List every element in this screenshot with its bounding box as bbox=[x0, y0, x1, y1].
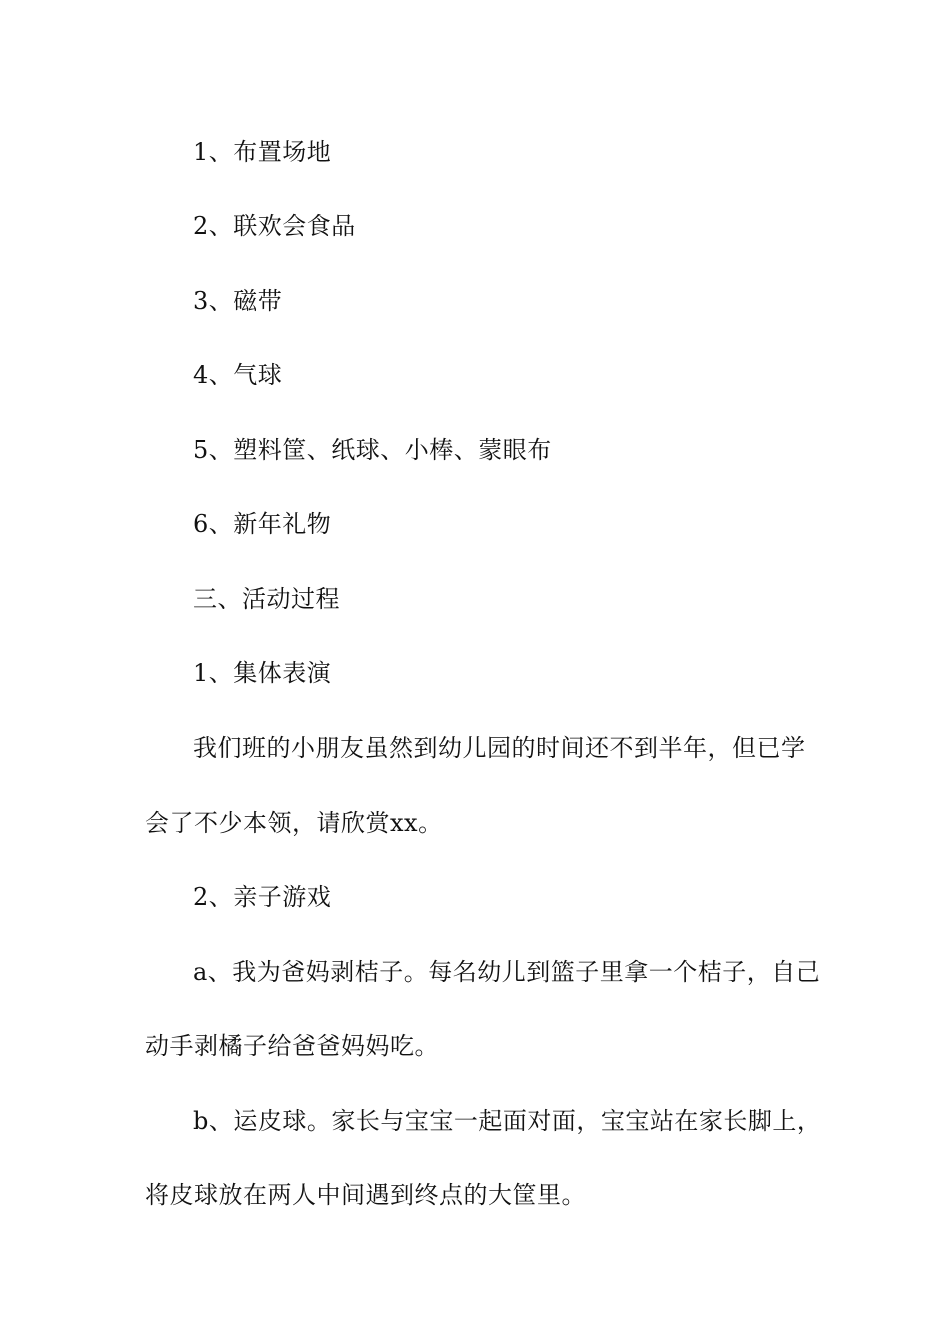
subheading-parent-child-games: 2、亲子游戏 bbox=[193, 883, 332, 911]
list-item-gifts: 6、新年礼物 bbox=[193, 510, 332, 538]
paragraph-game-b-line-2: 将皮球放在两人中间遇到终点的大筐里。 bbox=[145, 1181, 586, 1209]
paragraph-performance-line-1: 我们班的小朋友虽然到幼儿园的时间还不到半年，但已学 bbox=[193, 734, 806, 762]
paragraph-game-b-line-1: b、运皮球。家长与宝宝一起面对面，宝宝站在家长脚上， bbox=[193, 1107, 822, 1135]
list-item-venue: 1、布置场地 bbox=[193, 138, 332, 166]
list-item-props: 5、塑料筐、纸球、小棒、蒙眼布 bbox=[193, 436, 552, 464]
list-item-tape: 3、磁带 bbox=[193, 287, 283, 315]
paragraph-performance-line-2: 会了不少本领，请欣赏xx。 bbox=[145, 809, 443, 837]
subheading-group-performance: 1、集体表演 bbox=[193, 659, 332, 687]
section-heading-process: 三、活动过程 bbox=[193, 585, 340, 613]
list-item-food: 2、联欢会食品 bbox=[193, 212, 356, 240]
list-item-balloons: 4、气球 bbox=[193, 361, 283, 389]
paragraph-game-a-line-1: a、我为爸妈剥桔子。每名幼儿到篮子里拿一个桔子，自己 bbox=[193, 958, 821, 986]
paragraph-game-a-line-2: 动手剥橘子给爸爸妈妈吃。 bbox=[145, 1032, 439, 1060]
